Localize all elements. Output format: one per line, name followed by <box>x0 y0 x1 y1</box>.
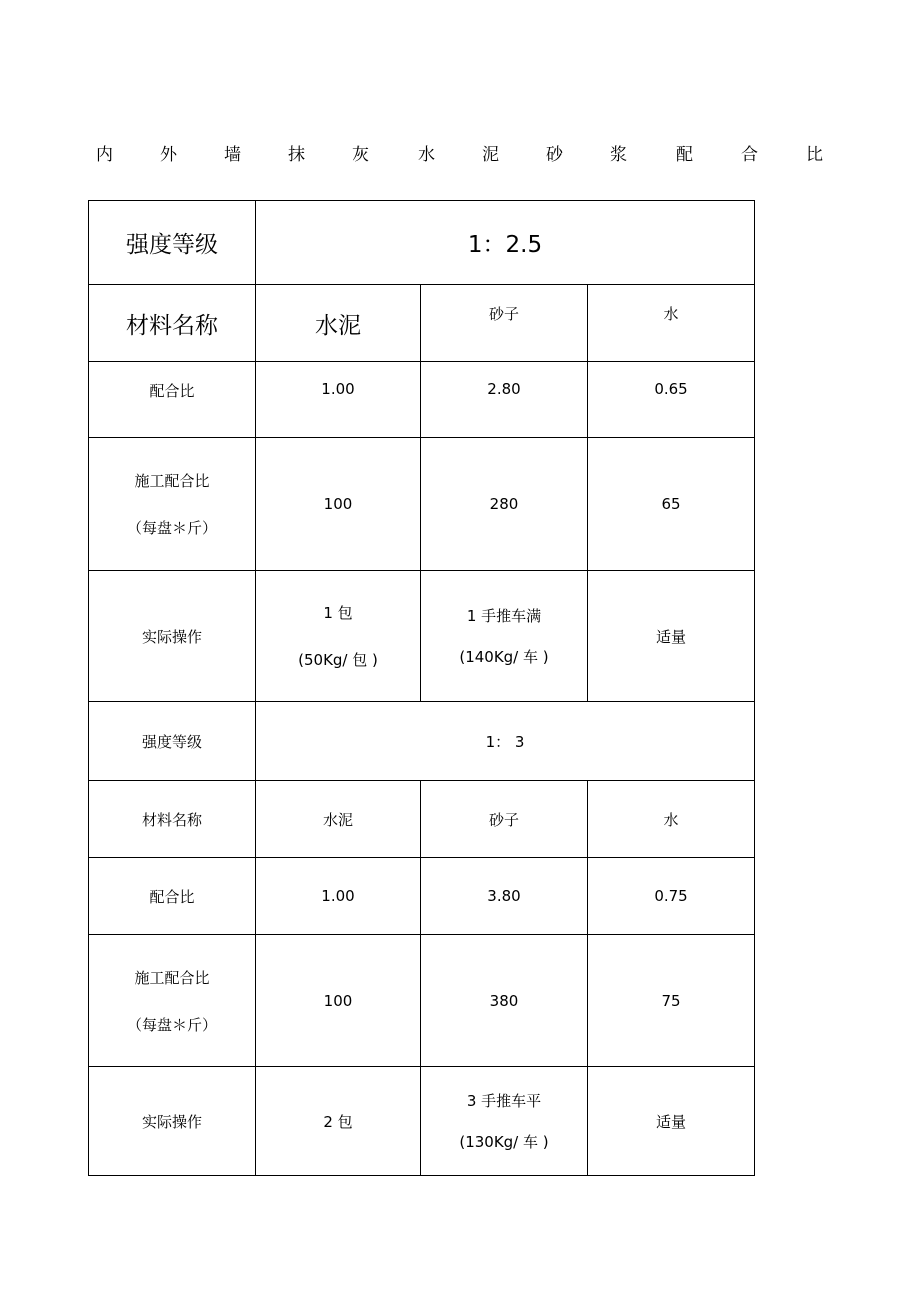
material-sand: 砂子 <box>421 285 588 362</box>
table-row <box>89 935 755 1067</box>
construction-sand: 380 <box>421 935 588 1067</box>
operation-cement-line1: 1 包 <box>323 604 353 622</box>
operation-label: 实际操作 <box>89 1067 256 1176</box>
ratio-water: 0.65 <box>588 362 755 438</box>
ratio-label: 配合比 <box>89 858 256 935</box>
grade-label: 强度等级 <box>89 702 256 781</box>
material-cement: 水泥 <box>256 781 421 858</box>
table-row <box>89 362 755 438</box>
operation-sand-line2: (130Kg/ 车 ) <box>459 1133 549 1151</box>
table-row <box>89 781 755 858</box>
title-char: 配 <box>676 145 693 165</box>
ratio-cement: 1.00 <box>256 362 421 438</box>
operation-label: 实际操作 <box>89 571 256 702</box>
construction-water: 65 <box>588 438 755 571</box>
table-row <box>89 1067 755 1176</box>
title-char: 灰 <box>352 145 369 165</box>
ratio-sand: 2.80 <box>421 362 588 438</box>
operation-water: 适量 <box>588 571 755 702</box>
operation-sand <box>421 571 588 702</box>
table-row <box>89 858 755 935</box>
material-water: 水 <box>588 781 755 858</box>
material-cement: 水泥 <box>256 285 421 362</box>
title-char: 比 <box>806 145 823 165</box>
title-char: 外 <box>160 145 177 165</box>
mortar-ratio-table <box>88 200 755 1176</box>
title-char: 合 <box>741 145 758 165</box>
title-char: 墙 <box>224 145 241 165</box>
construction-label <box>89 438 256 571</box>
operation-cement <box>256 571 421 702</box>
construction-cement: 100 <box>256 935 421 1067</box>
table-row <box>89 285 755 362</box>
operation-sand-line1: 1 手推车满 <box>466 607 542 625</box>
title-char: 浆 <box>610 145 627 165</box>
construction-cement: 100 <box>256 438 421 571</box>
construction-label-line2: （每盘＊斤） <box>126 1015 217 1034</box>
table-row <box>89 702 755 781</box>
operation-sand-line1: 3 手推车平 <box>466 1092 542 1110</box>
material-water: 水 <box>588 285 755 362</box>
ratio-sand: 3.80 <box>421 858 588 935</box>
operation-sand <box>421 1067 588 1176</box>
construction-label-line1: 施工配合比 <box>134 472 210 490</box>
operation-water: 适量 <box>588 1067 755 1176</box>
table-row <box>89 438 755 571</box>
table-row <box>89 201 755 285</box>
title-char: 砂 <box>546 145 563 165</box>
construction-label <box>89 935 256 1067</box>
operation-sand-line2: (140Kg/ 车 ) <box>459 648 549 666</box>
title-char: 水 <box>418 145 435 165</box>
operation-cement: 2 包 <box>256 1067 421 1176</box>
title-char: 泥 <box>482 145 499 165</box>
grade-value: 1：2.5 <box>256 201 755 285</box>
table-row <box>89 571 755 702</box>
ratio-label: 配合比 <box>89 362 256 438</box>
construction-label-line1: 施工配合比 <box>134 968 210 987</box>
material-label: 材料名称 <box>89 781 256 858</box>
document-title <box>96 144 826 166</box>
operation-cement-line2: (50Kg/ 包 ) <box>298 651 378 669</box>
grade-label: 强度等级 <box>89 201 256 285</box>
material-label: 材料名称 <box>89 285 256 362</box>
construction-water: 75 <box>588 935 755 1067</box>
grade-value: 1： 3 <box>256 702 755 781</box>
ratio-cement: 1.00 <box>256 858 421 935</box>
construction-label-line2: （每盘＊斤） <box>126 519 217 537</box>
ratio-water: 0.75 <box>588 858 755 935</box>
construction-sand: 280 <box>421 438 588 571</box>
title-char: 抹 <box>288 145 305 165</box>
title-char: 内 <box>96 145 113 165</box>
material-sand: 砂子 <box>421 781 588 858</box>
